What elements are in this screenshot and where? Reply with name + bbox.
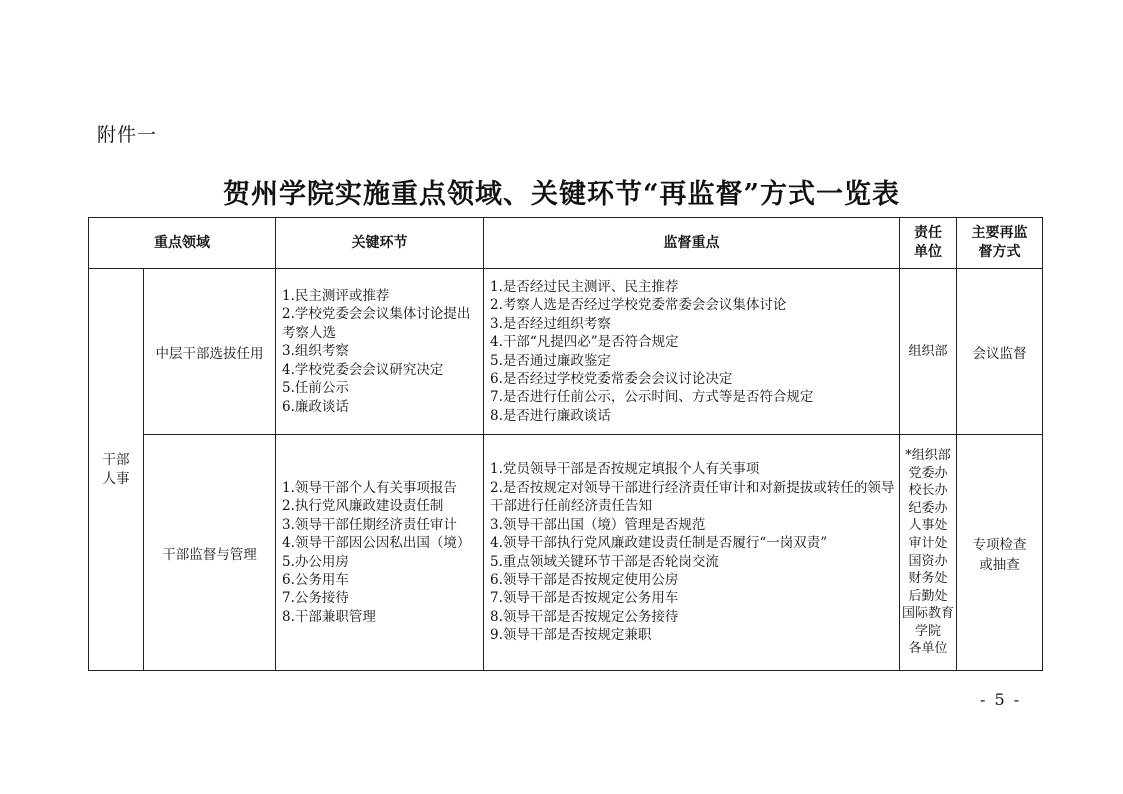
list-item: 2.是否按规定对领导干部进行经济责任审计和对新提拔或转任的领导干部进行任前经济责任告知: [490, 479, 895, 515]
category-cell: 干部人事: [89, 269, 144, 671]
header-focus: 监督重点: [484, 218, 900, 269]
list-item: 3.领导干部任期经济责任审计: [282, 516, 457, 533]
list-item: 8.是否进行廉政谈话: [490, 407, 611, 424]
list-item: 6.公务用车: [282, 571, 349, 588]
list-item: 2.学校党委会会议集体讨论提出考察人选: [282, 306, 471, 341]
attachment-label: 附件一: [97, 124, 158, 146]
list-item: 1.民主测评或推荐: [282, 288, 390, 305]
list-item: 4.领导干部因公因私出国（境）: [282, 535, 471, 552]
header-key-links: 关键环节: [276, 218, 484, 269]
key-links-cell: [276, 269, 484, 435]
subdomain-cell: 干部监督与管理: [144, 435, 276, 671]
list-item: 3.是否经过组织考察: [490, 315, 611, 332]
unit-item: 纪委办: [908, 500, 948, 516]
list-item: 4.领导干部执行党风廉政建设责任制是否履行“一岗双责”: [490, 535, 828, 552]
method-cell: 专项检查或抽查: [957, 435, 1043, 671]
list-item: 4.学校党委会会议研究决定: [282, 361, 444, 378]
focus-cell: [484, 269, 900, 435]
unit-item: 国际教育学院: [901, 606, 954, 639]
unit-item: 后勤处: [908, 588, 948, 604]
page-number: - 5 -: [980, 690, 1022, 709]
list-item: 2.执行党风廉政建设责任制: [282, 498, 444, 515]
list-item: 4.干部“凡提四必”是否符合规定: [490, 334, 679, 351]
list-item: 1.领导干部个人有关事项报告: [282, 479, 457, 496]
list-item: 6.是否经过学校党委常委会会议讨论决定: [490, 370, 733, 387]
list-item: 3.领导干部出国（境）管理是否规范: [490, 516, 706, 533]
list-item: 8.干部兼职管理: [282, 608, 376, 625]
method-cell: 会议监督: [957, 269, 1043, 435]
document-title: 贺州学院实施重点领域、关键环节“再监督”方式一览表: [222, 179, 901, 210]
subdomain-cell: 中层干部选拔任用: [144, 269, 276, 435]
unit-item: 国资办: [908, 553, 948, 569]
list-item: 7.公务接待: [282, 590, 349, 607]
table-header-row: [89, 218, 1043, 269]
list-item: 2.考察人选是否经过学校党委常委会会议集体讨论: [490, 297, 787, 314]
unit-item: 组织部: [908, 343, 948, 359]
table-row: [89, 435, 1043, 671]
list-item: 1.是否经过民主测评、民主推荐: [490, 278, 679, 295]
list-item: 6.廉政谈话: [282, 398, 349, 415]
list-item: 5.是否通过廉政鉴定: [490, 352, 611, 369]
unit-item: 各单位: [908, 641, 948, 657]
unit-item: *组织部: [905, 447, 951, 463]
list-item: 3.组织考察: [282, 343, 349, 360]
unit-item: 人事处: [908, 518, 948, 534]
header-unit: 责任单位: [900, 218, 957, 269]
unit-cell: [900, 435, 957, 671]
table-row: [89, 269, 1043, 435]
list-item: 9.领导干部是否按规定兼职: [490, 627, 652, 644]
key-links-cell: [276, 435, 484, 671]
unit-item: 审计处: [908, 535, 948, 551]
list-item: 5.重点领域关键环节干部是否轮岗交流: [490, 553, 719, 570]
list-item: 1.党员领导干部是否按规定填报个人有关事项: [490, 461, 760, 478]
list-item: 8.领导干部是否按规定公务接待: [490, 608, 679, 625]
unit-item: 校长办: [908, 483, 948, 499]
list-item: 6.领导干部是否按规定使用公房: [490, 571, 679, 588]
list-item: 7.领导干部是否按规定公务用车: [490, 590, 679, 607]
header-domain: 重点领域: [89, 218, 276, 269]
unit-item: 党委办: [908, 465, 948, 481]
list-item: 7.是否进行任前公示，公示时间、方式等是否符合规定: [490, 389, 814, 406]
header-method: 主要再监督方式: [957, 218, 1043, 269]
focus-cell: [484, 435, 900, 671]
unit-item: 财务处: [908, 571, 948, 587]
list-item: 5.任前公示: [282, 380, 349, 397]
supervision-table: [88, 217, 1043, 671]
list-item: 5.办公用房: [282, 553, 349, 570]
unit-cell: [900, 269, 957, 435]
